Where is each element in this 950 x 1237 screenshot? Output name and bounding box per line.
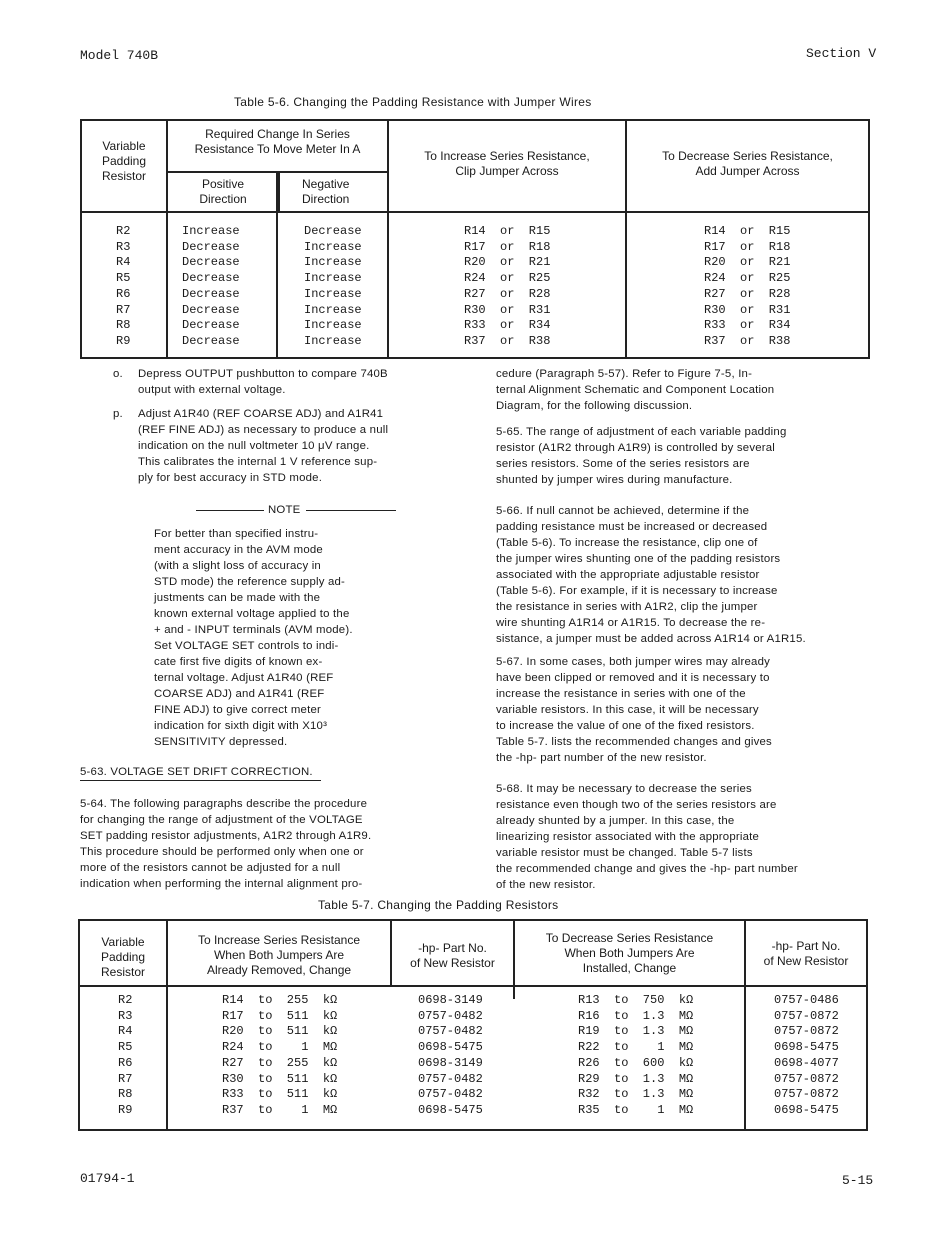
- col-variable-padding: Variable Padding Resistor: [101, 139, 147, 183]
- table-row: R5: [118, 1040, 133, 1055]
- t56-increase-column: R14 or R15 R17 or R18 R20 or R21 R24 or R25 R27 or R28 R30 or R31 R33 or R34 R37 or R38: [464, 224, 551, 348]
- paragraph-5-64: 5-64. The following paragraphs describe the procedure for changing the range of adjustment of the VOLTAGE SET padding resistor adjustments, A1R2 through A1R9. This procedure should be performed only when one or more of the resistors cannot be adjusted for a null indication when performing the internal alignment pro-: [80, 798, 372, 890]
- table-row: R6: [118, 1055, 133, 1070]
- table-5-6: [80, 119, 870, 359]
- table-row: R8: [116, 318, 131, 333]
- table-row: R7: [116, 302, 131, 317]
- section-heading-5-63: 5-63. VOLTAGE SET DRIFT CORRECTION.: [80, 764, 321, 781]
- step-o-label: o.: [113, 368, 123, 380]
- step-p-label: p.: [113, 408, 123, 420]
- table-row: R3: [118, 1008, 133, 1023]
- note-rule-left: [196, 510, 264, 511]
- table-row: R4: [116, 255, 131, 270]
- table-row: R7: [118, 1071, 133, 1086]
- t57-col-increase: To Increase Series Resistance When Both Jumpers Are Already Removed, Change: [197, 933, 361, 977]
- note-rule-right: [306, 510, 396, 511]
- table-row: R4: [118, 1024, 133, 1039]
- paragraph-5-67: 5-67. In some cases, both jumper wires may already have been clipped or removed and it is necessary to increase the resistance in series with one of the variable resistors. In this case, it will be necessary to increase the value of one of the fixed resistors. Table 5-7. lists the recommended changes and gives the -hp- part number of the new resistor.: [496, 656, 772, 764]
- col-negative-direction: Negative Direction: [302, 177, 350, 206]
- t56-negative-column: Decrease Increase Increase Increase Increase Increase Increase Increase: [304, 224, 362, 348]
- t57-resistor-column: [118, 993, 132, 1119]
- table-row: R2: [116, 224, 131, 238]
- step-p-text: Adjust A1R40 (REF COARSE ADJ) and A1R41 (REF FINE ADJ) as necessary to produce a null indication on the null voltmeter 10 μV range. This calibrates the internal 1 V reference sup- ply for best accuracy in STD mode.: [138, 408, 389, 484]
- table-5-7: [78, 919, 868, 1131]
- note-text: For better than specified instru- ment accuracy in the AVM mode (with a slight loss of accuracy in STD mode) the reference supply ad- justments can be made with the known external voltage applied to the + and - INPUT terminals (AVM mode). Set VOLTAGE SET controls to indi- cate first five digits of known ex- ternal voltage. Adjust A1R40 (REF COARSE ADJ) and A1R41 (REF FINE ADJ) to give correct meter indication for sixth digit with X10³ SENSITIVITY depressed.: [154, 528, 353, 748]
- t57-col-part-1: -hp- Part No. of New Resistor: [410, 941, 495, 970]
- section-header: Section V: [806, 46, 877, 61]
- col-increase-clip: To Increase Series Resistance, Clip Jumper Across: [424, 149, 590, 178]
- col-required-change: Required Change In Series Resistance To Move Meter In A: [194, 127, 361, 156]
- table-row: R8: [118, 1087, 133, 1102]
- paragraph-5-66: 5-66. If null cannot be achieved, determine if the padding resistance must be increased or decreased (Table 5-6). To increase the resistance, clip one of the jumper wires shunting one of the padding resistors associated with the appropriate adjustable resistor (Table 5-6). For example, if it is necessary to increase the resistance in series with A1R2, clip the jumper wire shunting A1R14 or A1R15. To decrease the re- sistance, a jumper must be added across A1R14 or A1R15.: [496, 505, 806, 645]
- table-row: R5: [116, 271, 131, 286]
- table-row: R9: [116, 333, 131, 348]
- document-number: 01794-1: [80, 1171, 135, 1186]
- note-title: NOTE: [268, 504, 301, 516]
- t57-part-1-column: 0698-3149 0757-0482 0757-0482 0698-5475 0698-3149 0757-0482 0757-0482 0698-5475: [418, 993, 483, 1117]
- col-decrease-add: To Decrease Series Resistance, Add Jumper Across: [662, 149, 833, 178]
- t57-col-part-2: -hp- Part No. of New Resistor: [763, 939, 849, 968]
- t57-increase-column: R14 to 255 kΩ R17 to 511 kΩ R20 to 511 kΩ R24 to 1 MΩ R27 to 255 kΩ R30 to 511 kΩ R33 to 511 kΩ R37 to 1 MΩ: [222, 993, 338, 1117]
- paragraph-continued: cedure (Paragraph 5-57). Refer to Figure 7-5, In- ternal Alignment Schematic and Component Location Diagram, for the following discussion.: [496, 368, 775, 412]
- t56-decrease-column: R14 or R15 R17 or R18 R20 or R21 R24 or R25 R27 or R28 R30 or R31 R33 or R34 R37 or R38: [704, 224, 791, 348]
- table-5-7-caption: Table 5-7. Changing the Padding Resistors: [318, 898, 559, 912]
- table-5-6-caption: Table 5-6. Changing the Padding Resistance with Jumper Wires: [234, 95, 592, 109]
- paragraph-5-65: 5-65. The range of adjustment of each variable padding resistor (A1R2 through A1R9) is controlled by several series resistors. Some of the series resistors are shunted by jumper wires during manufacture.: [496, 426, 787, 486]
- model-header: Model 740B: [80, 48, 159, 63]
- table-row: R2: [118, 993, 133, 1007]
- paragraph-5-68: 5-68. It may be necessary to decrease the series resistance even though two of the series resistors are already shunted by a jumper. In this case, the linearizing resistor associated with the appropriate variable resistor must be changed. Table 5-7 lists the recommended change and gives the -hp- part number of the new resistor.: [496, 783, 798, 891]
- t57-col-decrease: To Decrease Series Resistance When Both Jumpers Are Installed, Change: [545, 931, 714, 975]
- table-row: R6: [116, 286, 131, 301]
- table-row: R3: [116, 239, 131, 254]
- table-row: R9: [118, 1102, 133, 1117]
- page-number: 5-15: [842, 1173, 874, 1188]
- t56-positive-column: Increase Decrease Decrease Decrease Decrease Decrease Decrease Decrease: [182, 224, 240, 348]
- col-positive-direction: Positive Direction: [199, 177, 247, 206]
- step-o-text: Depress OUTPUT pushbutton to compare 740B output with external voltage.: [138, 368, 388, 396]
- t57-part-2-column: 0757-0486 0757-0872 0757-0872 0698-5475 0698-4077 0757-0872 0757-0872 0698-5475: [774, 993, 839, 1117]
- t57-col-variable: Variable Padding Resistor: [100, 935, 146, 979]
- t56-resistor-column: [116, 224, 166, 350]
- t57-decrease-column: R13 to 750 kΩ R16 to 1.3 MΩ R19 to 1.3 MΩ R22 to 1 MΩ R26 to 600 kΩ R29 to 1.3 MΩ R32 to 1.3 MΩ R35 to 1 MΩ: [578, 993, 694, 1117]
